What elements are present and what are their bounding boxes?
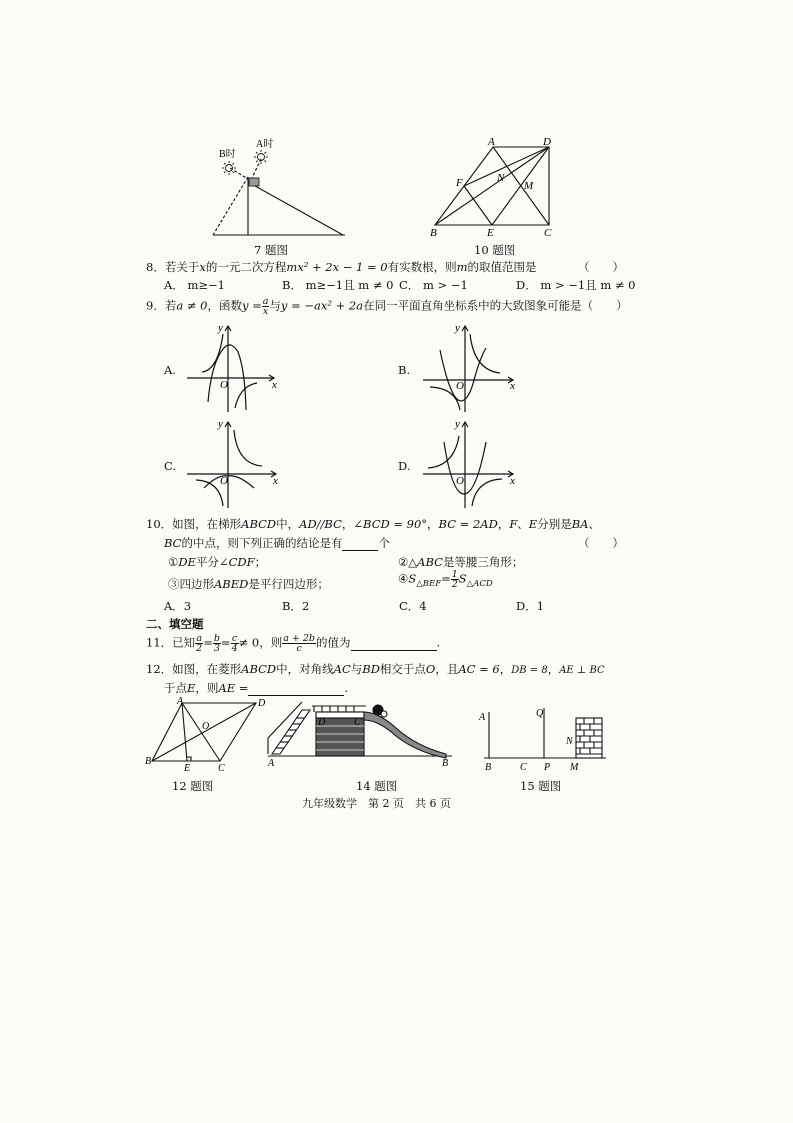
fig10-label-m: M xyxy=(524,180,534,192)
q9-option-c-label: C. xyxy=(164,459,177,473)
fig10-label-c: C xyxy=(544,227,552,239)
q9-graph-c xyxy=(182,416,282,511)
q9-graph-b xyxy=(418,320,518,415)
q10-option-a: A．3 xyxy=(164,599,192,613)
page-footer: 九年级数学 第 2 页 共 6 页 xyxy=(302,797,451,810)
q10-statement-1: ①DE平分∠CDF； xyxy=(168,555,267,569)
svg-text:B: B xyxy=(485,762,492,772)
fig10-label-d: D xyxy=(543,136,551,148)
q10-option-b: B．2 xyxy=(282,599,310,613)
figure-10 xyxy=(425,135,565,240)
svg-text:O: O xyxy=(456,380,464,392)
svg-text:y: y xyxy=(218,418,223,430)
q12-line1: 12．如图，在菱形ABCD中，对角线AC与BD相交于点O，且AC = 6，DB = 8，AE ⊥ BC xyxy=(146,662,605,676)
svg-text:x: x xyxy=(510,380,515,392)
svg-text:C: C xyxy=(218,763,225,773)
svg-text:M: M xyxy=(570,762,579,772)
q12-line2: 于点E，则AE = . xyxy=(164,681,349,695)
svg-text:O: O xyxy=(456,475,464,487)
q10-line1: 10．如图，在梯形ABCD中，AD//BC，∠BCD = 90°，BC = 2AD，F、E分别是BA、 xyxy=(146,517,600,531)
svg-text:Q: Q xyxy=(536,708,544,719)
figure-7-caption: 7 题图 xyxy=(254,243,288,257)
q10-line2: BC的中点，则下列正确的结论是有 个 xyxy=(164,536,390,550)
q8-option-c: C． m > −1 xyxy=(399,278,468,292)
svg-text:y: y xyxy=(218,322,223,334)
fig7-label-b: B时 xyxy=(219,149,236,160)
svg-text:x: x xyxy=(272,379,277,391)
fig10-label-b: B xyxy=(430,227,437,239)
q9-option-d-label: D. xyxy=(398,459,411,473)
figure-15 xyxy=(476,700,616,772)
svg-text:B: B xyxy=(442,758,449,768)
svg-text:C: C xyxy=(354,717,361,728)
svg-text:C: C xyxy=(520,762,527,772)
q10-statement-4: $④S_{\triangle BEF}=$ $\frac{1}{2}$ $S_{\triangle ACD}$ xyxy=(398,569,493,590)
q8-option-b: B． m≥−1且 m ≠ 0 xyxy=(282,278,394,292)
figure-14 xyxy=(266,698,456,768)
q9-option-b-label: B. xyxy=(398,363,411,377)
svg-text:E: E xyxy=(184,763,191,773)
q8-answer-paren: （ ） xyxy=(578,260,624,274)
q9-stem: 9．若a ≠ 0，函数y = $\frac{a}{x}$ 与y = −ax² + 2a在同一平面直角坐标系中的大致图象可能是（ ） xyxy=(146,296,628,317)
q8-option-a: A． m≥−1 xyxy=(164,278,225,292)
q12-answer-blank[interactable] xyxy=(248,681,344,696)
svg-text:D: D xyxy=(258,698,266,709)
fig10-label-n: N xyxy=(497,172,505,184)
fig10-label-a: A xyxy=(488,136,495,148)
q9-graph-a xyxy=(182,320,282,415)
q10-answer-blank[interactable] xyxy=(342,536,378,551)
sun-a-icon xyxy=(254,150,268,164)
q10-option-c: C．4 xyxy=(399,599,427,613)
svg-text:x: x xyxy=(510,475,515,487)
svg-text:B: B xyxy=(145,756,152,767)
q10-statement-3: ③四边形ABED是平行四边形； xyxy=(168,577,329,591)
figure-14-caption: 14 题图 xyxy=(356,779,398,793)
svg-text:y: y xyxy=(455,322,460,334)
svg-text:D: D xyxy=(318,717,326,728)
svg-text:y: y xyxy=(455,418,460,430)
figure-15-caption: 15 题图 xyxy=(520,779,562,793)
q11-answer-blank[interactable] xyxy=(351,636,437,651)
figure-12-caption: 12 题图 xyxy=(172,779,214,793)
q9-option-a-label: A. xyxy=(164,363,176,377)
figure-10-caption: 10 题图 xyxy=(474,243,516,257)
figure-7 xyxy=(205,135,355,240)
fig10-label-e: E xyxy=(487,227,494,239)
figure-12 xyxy=(140,695,270,773)
svg-text:O: O xyxy=(220,379,228,391)
fig10-label-f: F xyxy=(456,177,463,189)
svg-text:O: O xyxy=(202,721,210,732)
q8-option-d: D． m > −1且 m ≠ 0 xyxy=(516,278,636,292)
fig7-label-a: A时 xyxy=(256,139,274,150)
svg-text:A: A xyxy=(268,758,275,768)
svg-text:O: O xyxy=(220,475,228,487)
svg-text:A: A xyxy=(177,696,184,707)
section-2-title: 二、填空题 xyxy=(146,617,204,631)
q8-stem: 8．若关于x的一元二次方程mx² + 2x − 1 = 0有实数根，则m的取值范围是 xyxy=(146,260,537,274)
sun-b-icon xyxy=(222,161,236,175)
q11-stem: 11．已知 $\frac{a}{2}$ = $\frac{b}{3}$ = $\frac{c}{4}$ ≠ 0，则 $\frac{a + 2b}{c}$ 的值为 . xyxy=(146,633,441,654)
svg-text:A: A xyxy=(479,712,486,723)
svg-text:N: N xyxy=(566,736,573,747)
q9-graph-d xyxy=(418,416,518,511)
q10-option-d: D．1 xyxy=(516,599,545,613)
q10-statement-2: ②△ABC是等腰三角形； xyxy=(398,555,524,569)
svg-text:P: P xyxy=(544,762,551,772)
svg-text:x: x xyxy=(273,475,278,487)
q10-answer-paren: （ ） xyxy=(578,536,624,550)
